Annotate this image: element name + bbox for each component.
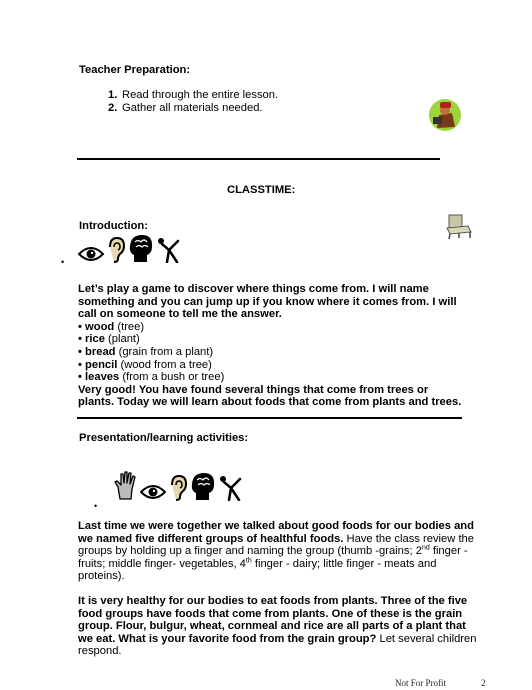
brain-head-icon (128, 233, 154, 263)
divider (77, 417, 462, 419)
intro-paragraph: Let’s play a game to discover where things come from. I will name something and you can jump up if you know where it comes from. I will call on someone to tell me the answer. (78, 283, 457, 321)
page-number: 2 (481, 678, 486, 688)
presentation-heading: Presentation/learning activities: (79, 432, 249, 444)
movement-figure-icon (156, 237, 180, 263)
list-item: 1. Read through the entire lesson. (108, 89, 279, 101)
teacher-prep-heading: Teacher Preparation: (79, 64, 191, 76)
eye-icon (140, 483, 166, 501)
bullet: • (61, 257, 65, 267)
presentation-paragraph-2: It is very healthy for our bodies to eat foods from plants. Three of the five food groups have foods that come from plants. One of these is the grain group. Flour, bulgur, wheat, cornmeal and rice are all parts of a plant that we eat. What is your favorite food from the grain group? Let several children respond. (78, 594, 477, 658)
movement-figure-icon (218, 475, 242, 501)
bullet: • (94, 501, 98, 511)
list-item: • wood (tree) (78, 320, 145, 333)
hand-icon (114, 471, 138, 501)
presentation-paragraph-1: Last time we were together we talked about good foods for our bodies and we named five different groups of healthful foods. Have the class review the groups by holding up a finger and naming the group (thumb -grains; 2nd finger - fruits; middle finger- vegetables, 4th finger - dairy; little finger - meats and proteins). (78, 520, 475, 583)
list-item: • bread (grain from a plant) (78, 345, 214, 358)
introduction-body (78, 283, 462, 409)
senses-icon-row (114, 471, 242, 501)
cook-clipart-icon (428, 98, 462, 132)
ear-icon (106, 237, 126, 263)
brain-head-icon (190, 471, 216, 501)
intro-closing-paragraph: Very good! You have found several things that come from trees or plants. Today we will learn about foods that come from plants and trees. (78, 383, 462, 409)
senses-icon-row (78, 233, 180, 263)
teacher-prep-list (108, 89, 278, 114)
list-item: 2. Gather all materials needed. (108, 101, 263, 114)
chair-clipart-icon (444, 214, 474, 240)
presentation-body (78, 520, 482, 658)
eye-icon (78, 245, 104, 263)
list-item: • leaves (from a bush or tree) (78, 371, 225, 384)
footer-text: Not For Profit (395, 678, 447, 688)
classtime-heading: CLASSTIME: (227, 184, 296, 196)
list-item: • rice (plant) (78, 333, 140, 346)
introduction-heading: Introduction: (79, 220, 148, 232)
divider (77, 158, 440, 160)
list-item: • pencil (wood from a tree) (78, 358, 212, 371)
ear-icon (168, 475, 188, 501)
